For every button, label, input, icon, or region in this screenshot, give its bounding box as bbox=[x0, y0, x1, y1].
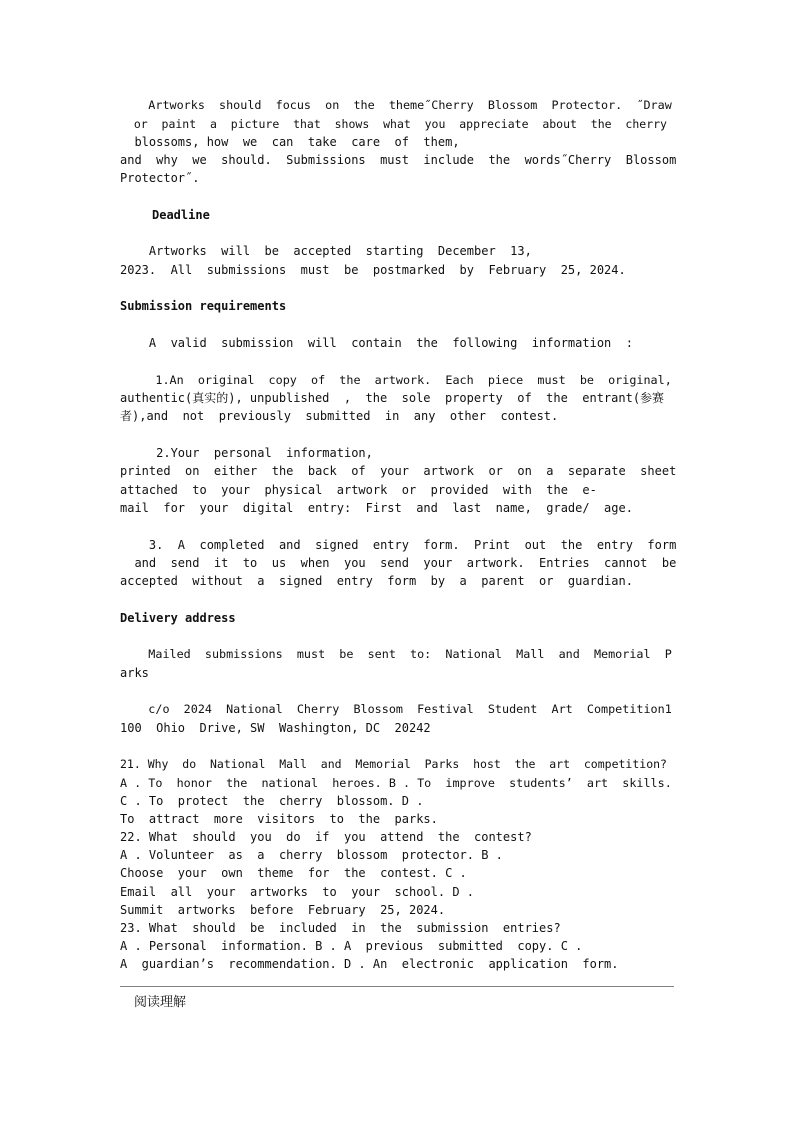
theme-line-2: or paint a picture that shows what you appreciate about the cherry bbox=[120, 117, 667, 131]
delivery-heading: Delivery address bbox=[120, 611, 236, 625]
item2-line-2: printed on either the back of your artwork or on a separate sheet bbox=[120, 464, 677, 478]
item3-line-2: and send it to us when you send your artwork. Entries cannot be bbox=[120, 556, 677, 570]
item1-line-1: 1.An original copy of the artwork. Each piece must be original, bbox=[120, 373, 672, 387]
item3-line-1: 3. A completed and signed entry form. Print out the entry form bbox=[120, 538, 677, 552]
deadline-heading: Deadline bbox=[152, 208, 210, 222]
item3-line-3: accepted without a signed entry form by a parent or guardian. bbox=[120, 574, 633, 588]
footer-label: 阅读理解 bbox=[134, 995, 187, 1010]
question-22-option-a: A . Volunteer as a cherry blossom protector. B . bbox=[120, 848, 503, 862]
question-21-option-c: C . To protect the cherry blossom. D . bbox=[120, 794, 424, 808]
question-23-option-d: A guardian’s recommendation. D . An electronic application form. bbox=[120, 957, 619, 971]
question-22-option-b: Choose your own theme for the contest. C . bbox=[120, 866, 467, 880]
delivery-line-4: 100 Ohio Drive, SW Washington, DC 20242 bbox=[120, 721, 431, 735]
question-21-option-d: To attract more visitors to the parks. bbox=[120, 812, 438, 826]
theme-line-5: Protector˝. bbox=[120, 171, 200, 185]
delivery-line-3: c/o 2024 National Cherry Blossom Festival Student Art Competition1 bbox=[120, 702, 672, 716]
theme-line-4: and why we should. Submissions must include the words˝Cherry Blossom bbox=[120, 153, 677, 167]
theme-line-3: blossoms, how we can take care of them, bbox=[120, 135, 460, 149]
question-22-option-c: Email all your artworks to your school. D . bbox=[120, 885, 475, 899]
delivery-line-2: arks bbox=[120, 666, 149, 680]
question-21: 21. Why do National Mall and Memorial Parks host the art competition? bbox=[120, 757, 667, 771]
item1-line-2: authentic(真实的), unpublished , the sole property of the entrant(参赛 bbox=[120, 391, 665, 405]
item2-line-3: attached to your physical artwork or provided with the e- bbox=[120, 483, 597, 497]
question-21-options-ab: A . To honor the national heroes. B . To improve students’ art skills. bbox=[120, 776, 672, 790]
requirements-heading: Submission requirements bbox=[120, 299, 287, 313]
question-23: 23. What should be included in the submission entries? bbox=[120, 921, 561, 935]
requirements-intro: A valid submission will contain the following information : bbox=[120, 336, 633, 350]
theme-line-1: Artworks should focus on the theme˝Cherry Blossom Protector. ˝Draw bbox=[120, 98, 672, 112]
question-22: 22. What should you do if you attend the contest? bbox=[120, 830, 532, 844]
delivery-line-1: Mailed submissions must be sent to: National Mall and Memorial P bbox=[120, 647, 672, 661]
footer-divider bbox=[120, 986, 674, 987]
item1-line-3: 者),and not previously submitted in any other contest. bbox=[120, 409, 559, 423]
question-23-options-abc: A . Personal information. B . A previous submitted copy. C . bbox=[120, 939, 583, 953]
question-22-option-d: Summit artworks before February 25, 2024. bbox=[120, 903, 446, 917]
item2-line-4: mail for your digital entry: First and last name, grade/ age. bbox=[120, 501, 633, 515]
deadline-line-1: Artworks will be accepted starting December 13, bbox=[120, 244, 532, 258]
deadline-line-2: 2023. All submissions must be postmarked by February 25, 2024. bbox=[120, 263, 626, 277]
item2-line-1: 2.Your personal information, bbox=[120, 446, 373, 460]
